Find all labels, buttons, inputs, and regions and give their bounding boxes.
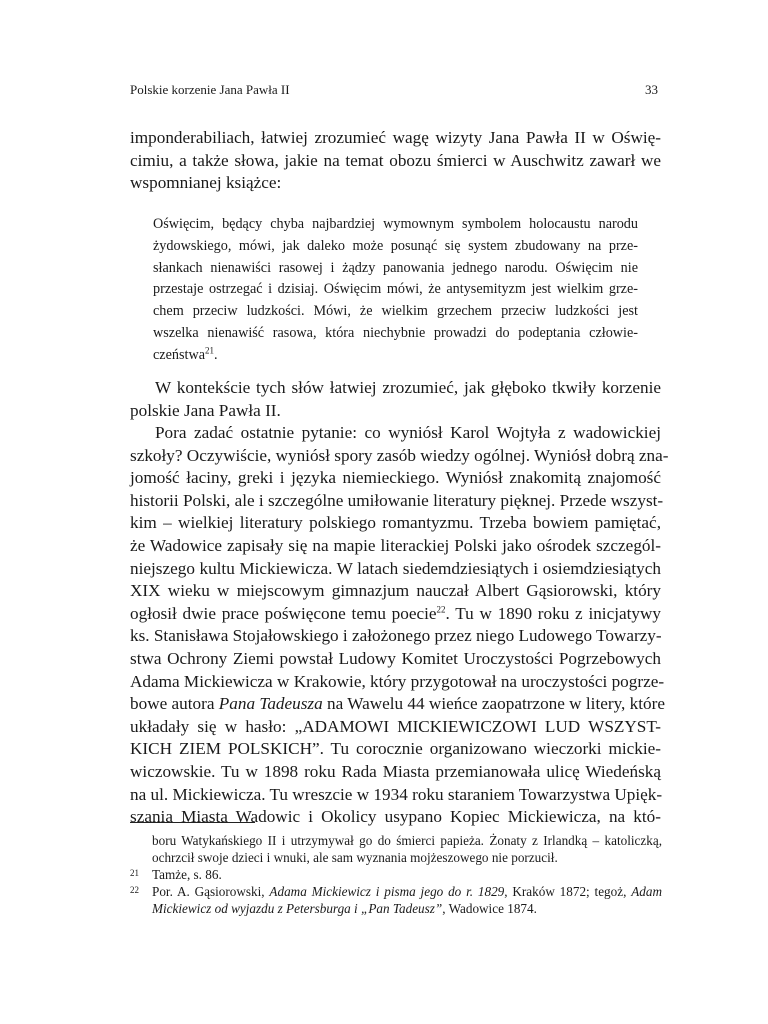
quote-line: czeństwa$^{21}$. bbox=[153, 345, 218, 363]
paragraph-wadowice bbox=[130, 422, 669, 829]
block-quote bbox=[153, 214, 638, 367]
text-line: cimiu, a także słowa, jakie na temat obozu śmierci w Auschwitz zawarł we bbox=[130, 150, 661, 170]
quote-line: Oświęcim, będący chyba najbardziej wymownym symbolem holocaustu narodu bbox=[153, 216, 638, 232]
footnote-number: 21 bbox=[130, 868, 139, 878]
text-line: Adama Mickiewicza w Krakowie, który przygotował na uroczystości pogrze- bbox=[130, 671, 665, 691]
text-line: ks. Stanisława Stojałowskiego i założonego przez niego Ludowego Towarzy- bbox=[130, 626, 662, 646]
text-line: że Wadowice zapisały się na mapie literackiej Polski jako ośrodek szczegól- bbox=[130, 535, 661, 555]
text-line: szkoły? Oczywiście, wyniósł spory zasób wiedzy ogólnej. Wyniósł dobrą zna- bbox=[130, 445, 669, 465]
page-number: 33 bbox=[645, 82, 658, 97]
text-line: kim – wielkiej literatury polskiego romantyzmu. Trzeba bowiem pamiętać, bbox=[130, 513, 661, 533]
footnote-line: boru Watykańskiego II i utrzymywał go do śmierci papieża. Żonaty z Irlandką – katoliczką, bbox=[152, 833, 662, 848]
text-segment: bowe autora bbox=[130, 694, 219, 714]
text-line: układały się w hasło: „ADAMOWI MICKIEWICZOWI LUD WSZYST- bbox=[130, 716, 661, 736]
text-line bbox=[130, 603, 661, 626]
italic-title: Adama Mickiewicz i pisma jego do r. 1829 bbox=[269, 884, 505, 899]
text-line: wiczowskie. Tu w 1898 roku Rada Miasta przemianowała ulicę Wiedeńską bbox=[130, 761, 661, 781]
footnote-21 bbox=[130, 866, 662, 883]
text-line: W kontekście tych słów łatwiej zrozumieć, jak głęboko tkwiły korzenie bbox=[155, 378, 661, 397]
text-segment: , Wadowice 1874. bbox=[442, 901, 537, 916]
text-line bbox=[130, 693, 665, 716]
text-segment: . Tu w 1890 roku z inicjatywy bbox=[445, 603, 661, 623]
text-line: niejszego kultu Mickiewicza. W latach siedemdziesiątych i osiemdziesiątych bbox=[130, 558, 661, 578]
quote-line: chem przeciw ludzkości. Mówi, że wielkim grzechem przeciw ludzkości jest bbox=[153, 303, 638, 320]
footnote-line: ochrzcił swoje dzieci i wnuki, ale sam wyznania mojżeszowego nie porzucił. bbox=[152, 850, 558, 866]
footnote-22-line2 bbox=[130, 900, 662, 917]
quote-line: przestaje ostrzegać i dzisiaj. Oświęcim mówi, że antysemityzm jest wielkim grze- bbox=[153, 281, 638, 298]
text-line: imponderabiliach, łatwiej zrozumieć wagę wizyty Jana Pawła II w Oświę- bbox=[130, 128, 661, 147]
text-line: wspomnianej książce: bbox=[130, 173, 282, 193]
footnote-text bbox=[152, 883, 662, 900]
footnote-text bbox=[152, 900, 662, 917]
text-segment: ogłosił dwie prace poświęcone temu poecie bbox=[130, 603, 437, 623]
footnote-number: 22 bbox=[130, 885, 139, 895]
text-segment: , Kraków 1872; tegoż, bbox=[504, 884, 632, 899]
text-segment: Por. A. Gąsiorowski, bbox=[152, 884, 270, 899]
running-head-title: Polskie korzenie Jana Pawła II bbox=[130, 82, 290, 97]
intro-paragraph bbox=[130, 127, 661, 195]
italic-title: Adam bbox=[631, 884, 663, 899]
text-line: stwa Ochrony Ziemi powstał Ludowy Komitet Uroczystości Pogrzebowych bbox=[130, 648, 661, 668]
footnote-text: Tamże, s. 86. bbox=[152, 867, 222, 882]
text-line: jomość łaciny, greki i języka niemieckiego. Wyniósł znakomitą znajomość bbox=[130, 468, 661, 488]
footnote-ref[interactable]: 22 bbox=[436, 604, 446, 615]
footnote-rule bbox=[130, 822, 255, 823]
paragraph-context bbox=[130, 377, 661, 422]
text-line: polskie Jana Pawła II. bbox=[130, 400, 281, 420]
footnote-22 bbox=[130, 883, 662, 900]
text-line: Pora zadać ostatnie pytanie: co wyniósł Karol Wojtyła z wadowickiej bbox=[155, 423, 661, 442]
italic-title: Pana Tadeusza bbox=[218, 694, 323, 714]
text-line: na ul. Mickiewicza. Tu wreszcie w 1934 roku staraniem Towarzystwa Upięk- bbox=[130, 784, 663, 804]
text-line: XIX wieku w miejscowym gimnazjum nauczał Albert Gąsiorowski, który bbox=[130, 581, 661, 601]
text-line: szania Miasta Wadowic i Okolicy usypano Kopiec Mickiewicza, na któ- bbox=[130, 807, 661, 827]
text-segment: na Wawelu 44 wieńce zaopatrzone w litery, które bbox=[322, 694, 665, 714]
quote-line: wszelka nienawiść rasowa, która niechybnie prowadzi do podeptania człowie- bbox=[153, 324, 638, 341]
footnote-continuation bbox=[152, 832, 662, 866]
quote-line: słankach nienawiści rasowej i żądzy panowania jednego narodu. Oświęcim nie bbox=[153, 259, 638, 276]
text-line: historii Polski, ale i szczególne umiłowanie literatury pięknej. Przede wszyst- bbox=[130, 490, 664, 510]
footnote-ref[interactable]: 21 bbox=[205, 345, 214, 356]
italic-title: Mickiewicz od wyjazdu z Petersburga i „Pan Tadeusz” bbox=[152, 901, 443, 916]
quote-line: żydowskiego, mówi, jak daleko może posunąć się system zbudowany na prze- bbox=[153, 237, 638, 254]
running-head bbox=[130, 80, 658, 100]
text-line: KICH ZIEM POLSKICH”. Tu corocznie organizowano wieczorki mickie- bbox=[130, 739, 661, 759]
quote-last-text: czeństwa bbox=[153, 346, 205, 363]
